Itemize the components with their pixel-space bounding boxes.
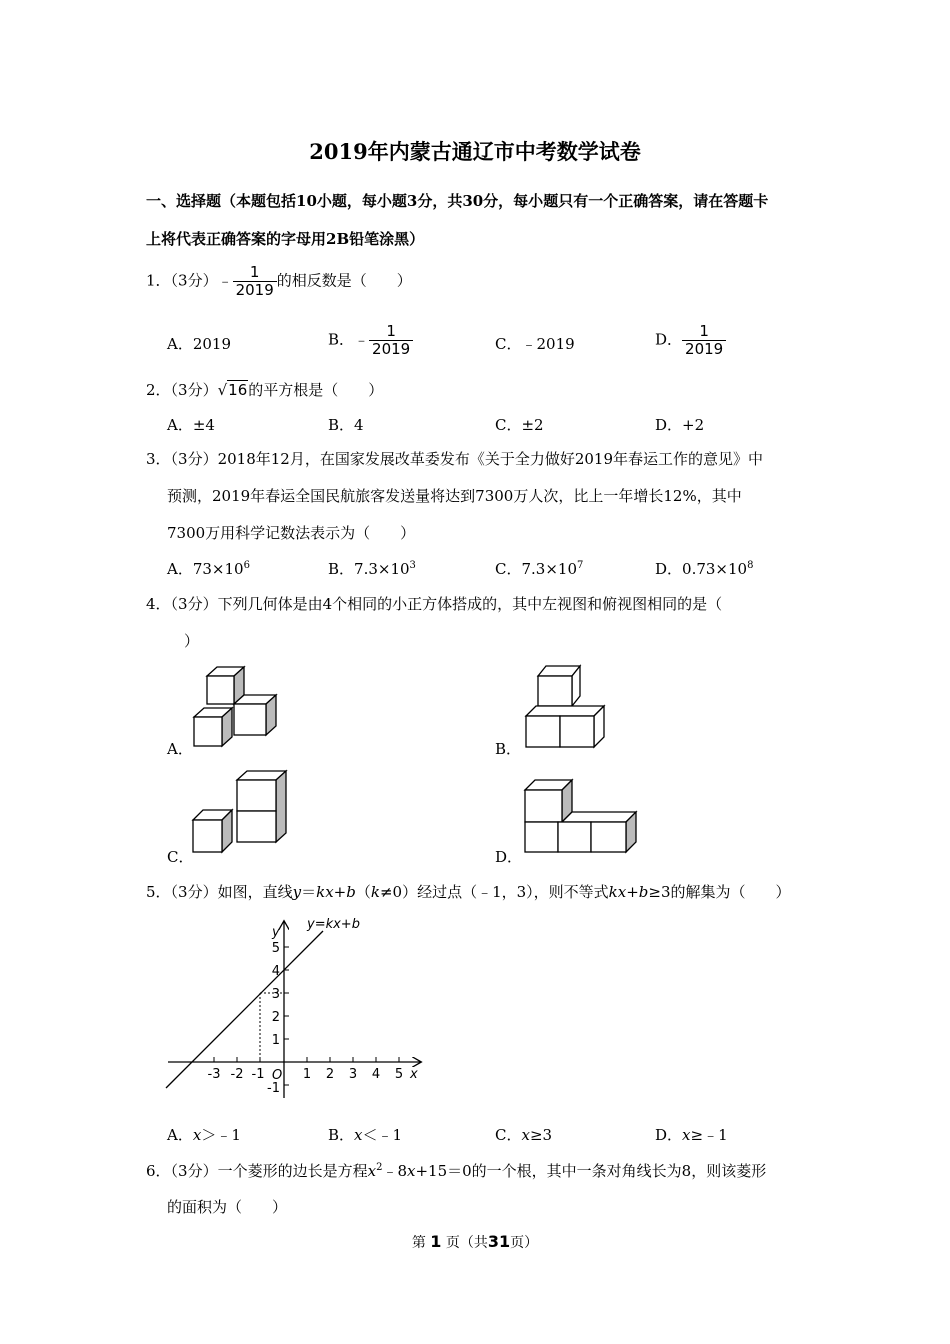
y-tick-label: 3: [271, 987, 280, 1002]
x-tick-label: 3: [348, 1067, 358, 1082]
q2-option-b[interactable]: B．4: [328, 416, 364, 434]
y-axis-label: y: [272, 925, 280, 940]
y-tick-label: 5: [271, 941, 280, 956]
question-3-line2: 预测，2019年春运全国民航旅客发送量将达到7300万人次，比上一年增长12%，其中: [167, 487, 742, 505]
q4-option-a-label[interactable]: A．: [167, 740, 193, 758]
question-6-line2: 的面积为（ ）: [167, 1198, 288, 1216]
question-3-line3: 7300万用科学记数法表示为（ ）: [167, 524, 416, 542]
x-tick-label: -2: [230, 1067, 244, 1082]
question-4-line2: ）: [184, 632, 200, 650]
section-instructions-line2: 上将代表正确答案的字母用2B铅笔涂黑）: [146, 230, 425, 248]
page-footer: 第 1 页（共31页）: [411, 1232, 539, 1251]
x-tick-label: 1: [302, 1067, 312, 1082]
q2-option-d[interactable]: D．+2: [655, 416, 705, 434]
question-2-stem: 2．（3分）√16的平方根是（ ）: [146, 381, 384, 399]
total-pages: 31: [487, 1232, 511, 1251]
q5-option-b[interactable]: B．x＜﹣1: [328, 1126, 403, 1144]
q5-option-c[interactable]: C．x≥3: [495, 1126, 553, 1144]
y-tick-label: 1: [271, 1033, 280, 1048]
q3-option-a[interactable]: A．$73\times 10^6$: [167, 560, 250, 578]
x-axis-label: x: [410, 1067, 418, 1082]
q1-option-d[interactable]: D． $\frac{1}{2019}$: [655, 323, 726, 358]
page-number: 1: [430, 1232, 442, 1251]
q2-option-c[interactable]: C．±2: [495, 416, 544, 434]
q3-option-b[interactable]: B．$7.3\times 10^3$: [328, 560, 416, 578]
q1-option-a[interactable]: A．2019: [167, 335, 232, 353]
q3-option-d[interactable]: D．$0.73\times 10^8$: [655, 560, 754, 578]
q4-option-b-label[interactable]: B．: [495, 740, 522, 758]
q3-option-c[interactable]: C．$7.3\times 10^7$: [495, 560, 584, 578]
q4-option-b-cubes-figure[interactable]: [524, 662, 608, 750]
origin-label: O: [272, 1068, 283, 1083]
exam-title: 2019年内蒙古通辽市中考数学试卷: [309, 139, 641, 164]
x-tick-label: -3: [207, 1067, 221, 1082]
question-4-line1: 4．（3分）下列几何体是由4个相同的小正方体搭成的，其中左视图和俯视图相同的是（: [146, 595, 723, 613]
x-tick-label: -1: [251, 1067, 265, 1082]
question-1-stem: 1．（3分）﹣ $\frac{1}{2019}$ 的相反数是（ ）: [146, 263, 412, 299]
y-tick-label: 4: [271, 964, 280, 979]
q5-coordinate-graph: [160, 908, 430, 1103]
x-tick-label: 5: [394, 1067, 404, 1082]
q4-option-a-cubes-figure[interactable]: [190, 664, 282, 750]
y-tick-label: 2: [271, 1010, 280, 1025]
q5-option-d[interactable]: D．x≥﹣1: [655, 1126, 728, 1144]
square-root: √16: [217, 381, 248, 399]
q1-option-c[interactable]: C．﹣2019: [495, 335, 575, 353]
y-tick-label: -1: [267, 1081, 280, 1096]
q2-option-a[interactable]: A．±4: [167, 416, 215, 434]
q4-option-d-label[interactable]: D．: [495, 848, 523, 866]
q1-option-b[interactable]: B．﹣ $\frac{1}{2019}$: [328, 323, 413, 358]
q5-option-a[interactable]: A．x＞﹣1: [167, 1126, 241, 1144]
line-label: y=kx+b: [307, 917, 360, 932]
section-instructions-line1: 一、选择题（本题包括10小题，每小题3分，共30分，每小题只有一个正确答案，请在答题卡: [146, 192, 769, 210]
x-tick-label: 2: [325, 1067, 335, 1082]
question-5-stem: 5．（3分）如图，直线y＝kx+b（k≠0）经过点（﹣1，3），则不等式kx+b≥3的解集为（ ）: [146, 883, 791, 901]
q4-option-c-label[interactable]: C．: [167, 848, 194, 866]
q4-option-c-cubes-figure[interactable]: [190, 768, 290, 856]
line-y-kx-b: [166, 931, 323, 1088]
fraction: $\frac{1}{2019}$: [233, 264, 277, 299]
x-tick-label: 4: [371, 1067, 381, 1082]
question-6-line1: 6．（3分）一个菱形的边长是方程$x^2﹣8x+15=0$的一个根，其中一条对角线长为8，则该菱形: [146, 1162, 767, 1180]
question-3-line1: 3．（3分）2018年12月，在国家发展改革委发布《关于全力做好2019年春运工作的意见》中: [146, 450, 764, 468]
q4-option-d-cubes-figure[interactable]: [522, 776, 640, 856]
